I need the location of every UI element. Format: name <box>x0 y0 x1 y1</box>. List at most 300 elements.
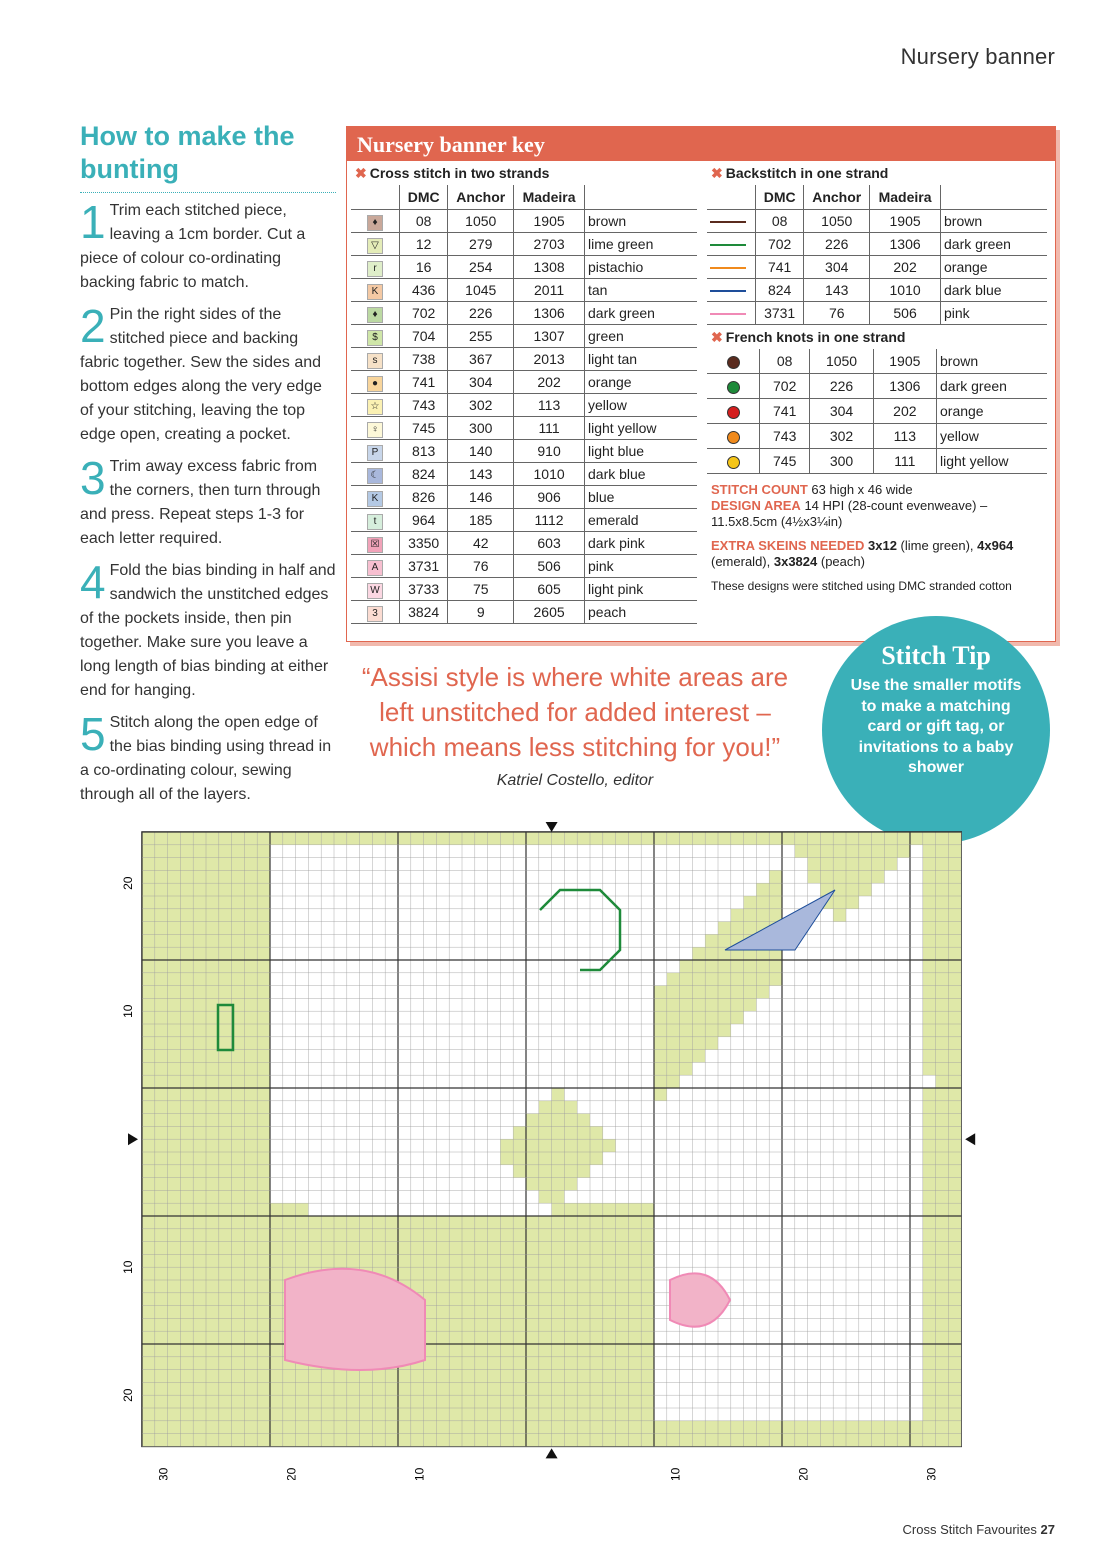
stitch-cell <box>705 934 718 947</box>
stitch-cell <box>500 1293 513 1306</box>
stitch-cell <box>936 934 949 947</box>
stitch-cell <box>168 1062 181 1075</box>
stitch-cell <box>206 1088 219 1101</box>
stitch-cell <box>577 1152 590 1165</box>
col-dmc: DMC <box>756 185 804 210</box>
stitch-cell <box>910 1434 923 1447</box>
stitch-cell <box>564 1318 577 1331</box>
stitch-cell <box>308 1421 321 1434</box>
stitch-cell <box>206 1165 219 1178</box>
stitch-cell <box>654 1062 667 1075</box>
stitch-cell <box>923 1421 936 1434</box>
stitch-cell <box>180 858 193 871</box>
stitch-cell <box>180 1152 193 1165</box>
stitch-cell <box>155 1395 168 1408</box>
stitch-cell <box>590 1203 603 1216</box>
stitch-cell <box>923 1408 936 1421</box>
stitch-cell <box>193 1293 206 1306</box>
stitch-cell <box>193 1434 206 1447</box>
stitch-cell <box>168 1306 181 1319</box>
stitch-cell <box>206 1395 219 1408</box>
stitch-cell <box>590 1280 603 1293</box>
stitch-cell <box>232 1242 245 1255</box>
symbol-icon: ☾ <box>367 468 383 484</box>
stitch-cell <box>180 1395 193 1408</box>
stitch-cell <box>923 1203 936 1216</box>
stitch-cell <box>180 870 193 883</box>
stitch-cell <box>385 1408 398 1421</box>
stitch-cell <box>398 1254 411 1267</box>
stitch-cell <box>475 1318 488 1331</box>
stitch-cell <box>936 1152 949 1165</box>
stitch-cell <box>513 1408 526 1421</box>
stitch-cell <box>168 1088 181 1101</box>
cross-icon: ✖ <box>711 165 723 181</box>
key-row <box>351 256 697 279</box>
stitch-cell <box>436 1382 449 1395</box>
stitch-cell <box>500 1344 513 1357</box>
stitch-cell <box>436 1293 449 1306</box>
thread-anchor: 304 <box>810 399 873 424</box>
stitch-cell <box>257 1075 270 1088</box>
stitch-cell <box>603 1370 616 1383</box>
stitch-cell <box>219 1357 232 1370</box>
stitch-cell <box>398 1216 411 1229</box>
stitch-cell <box>283 1395 296 1408</box>
stitch-cell <box>475 1421 488 1434</box>
stitch-cell <box>590 1242 603 1255</box>
stitch-cell <box>193 1101 206 1114</box>
stitch-cell <box>539 1344 552 1357</box>
stitch-cell <box>756 1434 769 1447</box>
key-row <box>707 349 1047 374</box>
key-row <box>351 486 697 509</box>
thread-anchor: 143 <box>448 463 514 486</box>
stitch-cell <box>155 1280 168 1293</box>
stitch-cell <box>667 973 680 986</box>
key-row <box>351 555 697 578</box>
stitch-cell <box>948 1395 961 1408</box>
stitch-cell <box>257 1114 270 1127</box>
stitch-cell <box>168 1293 181 1306</box>
stitch-cell <box>936 1408 949 1421</box>
stitch-cell <box>142 845 155 858</box>
stitch-cell <box>257 1050 270 1063</box>
stitch-cell <box>526 1370 539 1383</box>
stitch-cell <box>168 1357 181 1370</box>
stitch-cell <box>603 832 616 845</box>
stitch-cell <box>667 1075 680 1088</box>
key-row <box>351 532 697 555</box>
stitch-cell <box>411 1370 424 1383</box>
stitch-cell <box>155 1024 168 1037</box>
stitch-cell <box>436 832 449 845</box>
stitch-cell <box>385 1421 398 1434</box>
stitch-cell <box>488 1382 501 1395</box>
stitch-cell <box>513 1344 526 1357</box>
stitch-cell <box>219 858 232 871</box>
stitch-cell <box>475 1331 488 1344</box>
symbol-cell <box>351 486 400 509</box>
stitch-cell <box>168 1152 181 1165</box>
stitch-cell <box>744 998 757 1011</box>
stitch-cell <box>769 896 782 909</box>
stitch-cell <box>680 1011 693 1024</box>
stitch-cell <box>219 922 232 935</box>
stitch-cell <box>424 1254 437 1267</box>
stitch-cell <box>628 1357 641 1370</box>
stitch-cell <box>539 1216 552 1229</box>
stitch-cell <box>948 870 961 883</box>
stitch-cell <box>244 1267 257 1280</box>
stitch-cell <box>155 1075 168 1088</box>
thread-madeira: 2703 <box>514 233 585 256</box>
stitch-cell <box>500 1254 513 1267</box>
stitch-cell <box>219 1050 232 1063</box>
stitch-cell <box>462 1408 475 1421</box>
thread-anchor: 226 <box>804 233 870 256</box>
stitch-cell <box>206 909 219 922</box>
stitch-cell <box>411 1242 424 1255</box>
stitch-cell <box>628 1408 641 1421</box>
stitch-cell <box>168 922 181 935</box>
stitch-cell <box>654 1050 667 1063</box>
chart-grid <box>110 820 990 1480</box>
col-madeira: Madeira <box>514 185 585 210</box>
stitch-cell <box>206 1306 219 1319</box>
stitch-cell <box>705 832 718 845</box>
stitch-cell <box>590 1306 603 1319</box>
symbol-cell <box>351 601 400 624</box>
stitch-cell <box>500 1434 513 1447</box>
thread-madeira: 2605 <box>514 601 585 624</box>
stitch-cell <box>244 1318 257 1331</box>
stitch-cell <box>219 1344 232 1357</box>
thread-name: dark blue <box>941 279 1048 302</box>
stitch-cell <box>270 1331 283 1344</box>
stitch-cell <box>244 1011 257 1024</box>
stitch-cell <box>488 1318 501 1331</box>
stitch-cell <box>321 1395 334 1408</box>
stitch-cell <box>257 1203 270 1216</box>
stitch-cell <box>436 1318 449 1331</box>
stitch-cell <box>462 1434 475 1447</box>
stitch-cell <box>936 1075 949 1088</box>
stitch-cell <box>846 845 859 858</box>
stitch-cell <box>168 1242 181 1255</box>
stitch-cell <box>769 1434 782 1447</box>
stitch-cell <box>936 1254 949 1267</box>
stitch-cell <box>590 1331 603 1344</box>
stitch-cell <box>577 1421 590 1434</box>
stitch-tip-badge <box>822 616 1050 844</box>
stitch-cell <box>488 1331 501 1344</box>
stitch-cell <box>948 1421 961 1434</box>
step <box>80 708 336 807</box>
stitch-cell <box>321 1242 334 1255</box>
stitch-cell <box>564 1267 577 1280</box>
stitch-cell <box>628 1229 641 1242</box>
stitch-cell <box>948 922 961 935</box>
stitch-cell <box>180 1421 193 1434</box>
stitch-cell <box>206 1152 219 1165</box>
stitch-cell <box>462 1293 475 1306</box>
stitch-cell <box>552 1126 565 1139</box>
stitch-cell <box>552 1434 565 1447</box>
stitch-cell <box>680 960 693 973</box>
stitch-cell <box>923 1152 936 1165</box>
stitch-cell <box>219 1318 232 1331</box>
stitch-cell <box>283 1229 296 1242</box>
stitch-cell <box>206 1293 219 1306</box>
stitch-cell <box>923 845 936 858</box>
stitch-cell <box>552 1229 565 1242</box>
stitch-cell <box>564 1178 577 1191</box>
stitch-cell <box>219 1037 232 1050</box>
stitch-cell <box>168 1178 181 1191</box>
stitch-cell <box>232 1101 245 1114</box>
stitch-cell <box>155 858 168 871</box>
stitch-cell <box>193 1050 206 1063</box>
stitch-cell <box>577 1280 590 1293</box>
stitch-cell <box>756 986 769 999</box>
stitch-cell <box>308 1254 321 1267</box>
stitch-cell <box>603 1139 616 1152</box>
stitch-cell <box>257 1382 270 1395</box>
symbol-cell <box>351 210 400 233</box>
stitch-cell <box>603 1434 616 1447</box>
stitch-cell <box>500 1306 513 1319</box>
stitch-cell <box>270 1408 283 1421</box>
stitch-cell <box>628 1318 641 1331</box>
knot-swatch <box>707 399 760 424</box>
stitch-cell <box>244 1242 257 1255</box>
stitch-cell <box>193 1178 206 1191</box>
stitch-cell <box>232 1062 245 1075</box>
stitch-cell <box>296 1395 309 1408</box>
stitch-cell <box>206 1190 219 1203</box>
stitch-cell <box>449 1280 462 1293</box>
stitch-cell <box>232 1370 245 1383</box>
stitch-cell <box>232 1357 245 1370</box>
stitch-cell <box>564 832 577 845</box>
thread-madeira: 603 <box>514 532 585 555</box>
stitch-cell <box>155 960 168 973</box>
stitch-cell <box>193 1280 206 1293</box>
stitch-cell <box>590 1318 603 1331</box>
stitch-cell <box>206 1126 219 1139</box>
stitch-cell <box>193 960 206 973</box>
thread-madeira: 506 <box>514 555 585 578</box>
stitch-cell <box>603 1344 616 1357</box>
stitch-cell <box>641 1318 654 1331</box>
stitch-cell <box>232 1139 245 1152</box>
stitch-cell <box>180 1165 193 1178</box>
stitch-cell <box>411 832 424 845</box>
stitch-cell <box>488 1254 501 1267</box>
stitch-cell <box>526 1229 539 1242</box>
stitch-cell <box>232 1229 245 1242</box>
stitch-cell <box>603 1203 616 1216</box>
stitch-cell <box>820 870 833 883</box>
stitch-cell <box>936 1139 949 1152</box>
stitch-cell <box>577 1306 590 1319</box>
stitch-cell <box>232 1421 245 1434</box>
stitch-cell <box>168 909 181 922</box>
stitch-cell <box>641 1434 654 1447</box>
stitch-cell <box>360 832 373 845</box>
stitch-cell <box>628 1395 641 1408</box>
thread-dmc: 16 <box>400 256 448 279</box>
thread-madeira: 1905 <box>514 210 585 233</box>
stitch-cell <box>513 1229 526 1242</box>
stitch-cell <box>155 1126 168 1139</box>
stitch-cell <box>731 960 744 973</box>
extra-label: EXTRA SKEINS NEEDED <box>711 538 865 553</box>
stitch-cell <box>475 1216 488 1229</box>
stitch-cell <box>552 1395 565 1408</box>
thread-dmc: 436 <box>400 279 448 302</box>
stitch-cell <box>667 1062 680 1075</box>
stitch-cell <box>168 973 181 986</box>
stitch-cell <box>500 1421 513 1434</box>
stitch-cell <box>462 1421 475 1434</box>
stitch-cell <box>577 1242 590 1255</box>
stitch-cell <box>168 986 181 999</box>
stitch-cell <box>155 883 168 896</box>
stitch-cell <box>334 1382 347 1395</box>
stitch-cell <box>244 998 257 1011</box>
stitch-cell <box>155 1101 168 1114</box>
stitch-cell <box>590 1395 603 1408</box>
stitch-cell <box>321 1382 334 1395</box>
stitch-cell <box>193 1254 206 1267</box>
stitch-cell <box>372 1408 385 1421</box>
stitch-cell <box>180 1011 193 1024</box>
step <box>80 556 336 703</box>
symbol-cell <box>351 509 400 532</box>
thread-madeira: 202 <box>873 399 936 424</box>
key-row <box>351 601 697 624</box>
stitch-cell <box>398 1395 411 1408</box>
stitch-cell <box>513 1318 526 1331</box>
stitch-cell <box>667 1037 680 1050</box>
symbol-icon: ▽ <box>367 238 383 254</box>
key-row <box>351 417 697 440</box>
thread-anchor: 302 <box>448 394 514 417</box>
stitch-cell <box>577 1395 590 1408</box>
stitch-cell <box>257 845 270 858</box>
stitch-cell <box>424 1434 437 1447</box>
stitch-cell <box>641 832 654 845</box>
stitch-cell <box>257 1434 270 1447</box>
stitch-cell <box>206 1370 219 1383</box>
stitch-cell <box>488 1216 501 1229</box>
symbol-icon: ♦ <box>367 215 383 231</box>
stitch-cell <box>232 1254 245 1267</box>
stitch-cell <box>616 1370 629 1383</box>
stitch-cell <box>795 1421 808 1434</box>
thread-anchor: 279 <box>448 233 514 256</box>
stitch-cell <box>564 1306 577 1319</box>
stitch-cell <box>142 1114 155 1127</box>
stitch-cell <box>859 870 872 883</box>
stitch-cell <box>168 1011 181 1024</box>
thread-dmc: 3731 <box>400 555 448 578</box>
stitch-cell <box>936 1434 949 1447</box>
stitch-cell <box>244 1357 257 1370</box>
thread-name: peach <box>585 601 698 624</box>
stitch-cell <box>488 1306 501 1319</box>
stitch-cell <box>219 1024 232 1037</box>
stitch-cell <box>206 1254 219 1267</box>
stitch-cell <box>347 1229 360 1242</box>
cross-icon: ✖ <box>711 329 723 345</box>
stitch-cell <box>756 909 769 922</box>
stitch-cell <box>168 1037 181 1050</box>
stitch-cell <box>500 1357 513 1370</box>
stitch-cell <box>180 1203 193 1216</box>
stitch-cell <box>180 1370 193 1383</box>
stitch-cell <box>603 1408 616 1421</box>
stitch-cell <box>193 1229 206 1242</box>
stitch-cell <box>206 1075 219 1088</box>
stitch-cell <box>577 1126 590 1139</box>
stitch-cell <box>155 1293 168 1306</box>
stitch-cell <box>360 1421 373 1434</box>
stitch-cell <box>193 1318 206 1331</box>
stitch-cell <box>385 1434 398 1447</box>
stitch-cell <box>564 1101 577 1114</box>
stitch-cell <box>321 1254 334 1267</box>
stitch-cell <box>948 1267 961 1280</box>
stitch-cell <box>180 1101 193 1114</box>
stitch-cell <box>462 1267 475 1280</box>
stitch-cell <box>372 1229 385 1242</box>
stitch-cell <box>142 1395 155 1408</box>
stitch-cell <box>180 1254 193 1267</box>
stitch-cell <box>872 858 885 871</box>
stitch-cell <box>820 1434 833 1447</box>
stitch-cell <box>756 832 769 845</box>
stitch-cell <box>616 1382 629 1395</box>
stitch-cell <box>603 1267 616 1280</box>
stitch-cell <box>398 1408 411 1421</box>
stitch-cell <box>513 1267 526 1280</box>
stitch-cell <box>219 1331 232 1344</box>
stitch-cell <box>923 1165 936 1178</box>
stitch-cell <box>155 1050 168 1063</box>
stitch-cell <box>552 1152 565 1165</box>
stitch-cell <box>436 1434 449 1447</box>
stitch-cell <box>155 1203 168 1216</box>
stitch-cell <box>411 1395 424 1408</box>
stitch-cell <box>488 1434 501 1447</box>
stitch-cell <box>244 1254 257 1267</box>
stitch-cell <box>155 1178 168 1191</box>
stitch-cell <box>936 1024 949 1037</box>
thread-madeira: 605 <box>514 578 585 601</box>
stitch-cell <box>142 1088 155 1101</box>
stitch-cell <box>641 1254 654 1267</box>
thread-dmc: 824 <box>756 279 804 302</box>
stitch-cell <box>142 909 155 922</box>
stitch-cell <box>142 1229 155 1242</box>
stitch-cell <box>948 1331 961 1344</box>
thread-dmc: 08 <box>400 210 448 233</box>
stitch-cell <box>244 1216 257 1229</box>
thread-madeira: 1905 <box>873 349 936 374</box>
